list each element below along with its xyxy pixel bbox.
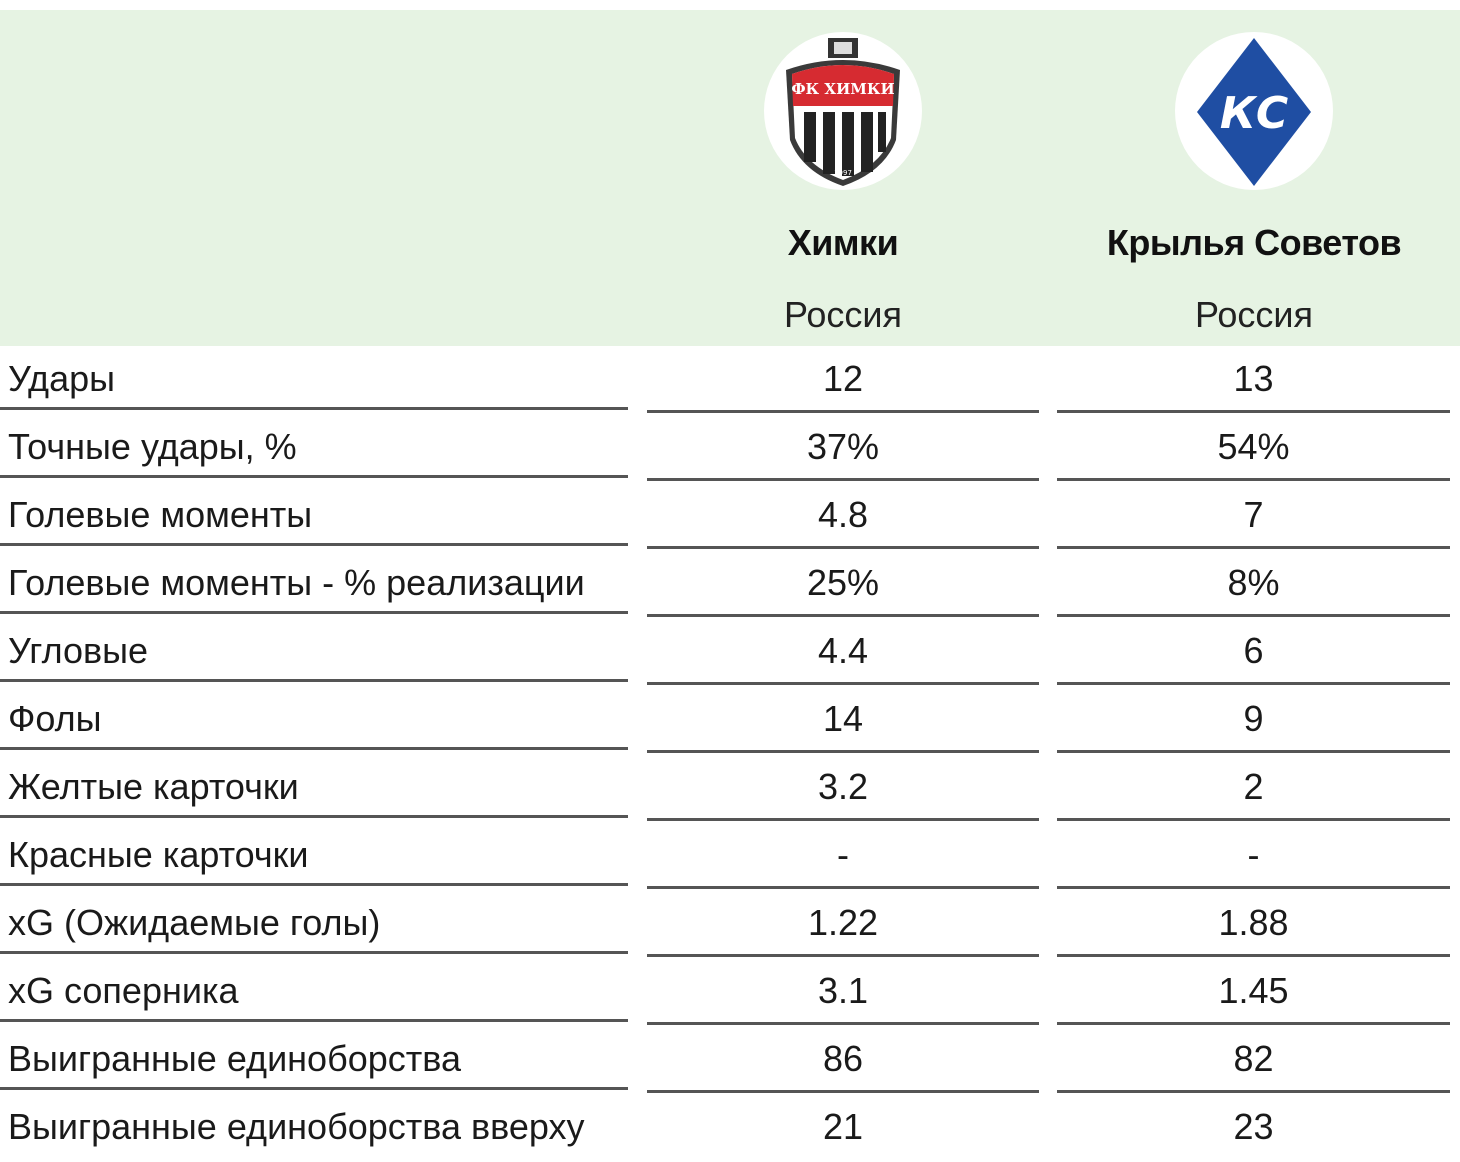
stat-value-krylya-sovetov: 1.45 <box>1057 958 1450 1025</box>
stat-value-khimki: 1.22 <box>647 890 1039 957</box>
table-row <box>0 482 1460 550</box>
krylya-sovetov-diamond-icon <box>1175 32 1333 190</box>
table-row <box>0 1026 1460 1094</box>
stat-label: Выигранные единоборства <box>0 1026 628 1090</box>
stat-label: Точные удары, % <box>0 414 628 478</box>
stat-label: Выигранные единоборства вверху <box>8 1106 585 1147</box>
stat-value-khimki: 3.1 <box>647 958 1039 1025</box>
stat-value-krylya-sovetov: 82 <box>1057 1026 1450 1093</box>
stat-value-khimki: 3.2 <box>647 754 1039 821</box>
stat-value-khimki: 4.4 <box>647 618 1039 685</box>
stat-value-krylya-sovetov: 8% <box>1057 550 1450 617</box>
table-row <box>0 346 1460 414</box>
stat-value-khimki: 14 <box>647 686 1039 753</box>
stat-value-krylya-sovetov: 9 <box>1057 686 1450 753</box>
stat-value-krylya-sovetov: 13 <box>1057 346 1450 413</box>
table-row <box>0 958 1460 1026</box>
stat-label: xG соперника <box>0 958 628 1022</box>
table-row <box>0 686 1460 754</box>
stat-value-krylya-sovetov: 23 <box>1233 1106 1274 1147</box>
stat-label: Красные карточки <box>0 822 628 886</box>
stat-value-khimki: 86 <box>647 1026 1039 1093</box>
stat-label: Угловые <box>0 618 628 682</box>
crest-text: ФК ХИМКИ <box>791 80 895 98</box>
stat-value-krylya-sovetov: 2 <box>1057 754 1450 821</box>
team-name: Химки <box>787 222 899 263</box>
stat-label: Фолы <box>0 686 628 750</box>
table-row <box>0 890 1460 958</box>
stats-table <box>0 346 1460 1162</box>
stat-value-khimki: 12 <box>647 346 1039 413</box>
team-name: Крылья Советов <box>1106 222 1402 263</box>
stat-label: Голевые моменты - % реализации <box>0 550 628 614</box>
table-header <box>0 10 1460 346</box>
team-country: Россия <box>783 294 903 335</box>
stat-value-krylya-sovetov: - <box>1057 822 1450 889</box>
table-row <box>0 550 1460 618</box>
stat-value-khimki: 37% <box>647 414 1039 481</box>
stat-label: xG (Ожидаемые голы) <box>0 890 628 954</box>
fc-khimki-crest-icon <box>764 32 922 190</box>
stat-value-khimki: 4.8 <box>647 482 1039 549</box>
stat-label: Желтые карточки <box>0 754 628 818</box>
stat-value-khimki: 25% <box>647 550 1039 617</box>
stat-label: Удары <box>0 346 628 410</box>
stat-value-krylya-sovetov: 54% <box>1057 414 1450 481</box>
diamond-letters: КС <box>1219 88 1289 139</box>
stat-value-krylya-sovetov: 7 <box>1057 482 1450 549</box>
stat-value-khimki: 21 <box>822 1106 864 1147</box>
stat-value-krylya-sovetov: 6 <box>1057 618 1450 685</box>
stat-value-khimki: - <box>647 822 1039 889</box>
team-country: Россия <box>1194 294 1314 335</box>
crest-year: 1997 <box>834 169 852 177</box>
table-row <box>0 618 1460 686</box>
table-row <box>0 414 1460 482</box>
table-row <box>0 1094 1460 1162</box>
stat-label: Голевые моменты <box>0 482 628 546</box>
table-row <box>0 822 1460 890</box>
stat-value-krylya-sovetov: 1.88 <box>1057 890 1450 957</box>
table-row <box>0 754 1460 822</box>
